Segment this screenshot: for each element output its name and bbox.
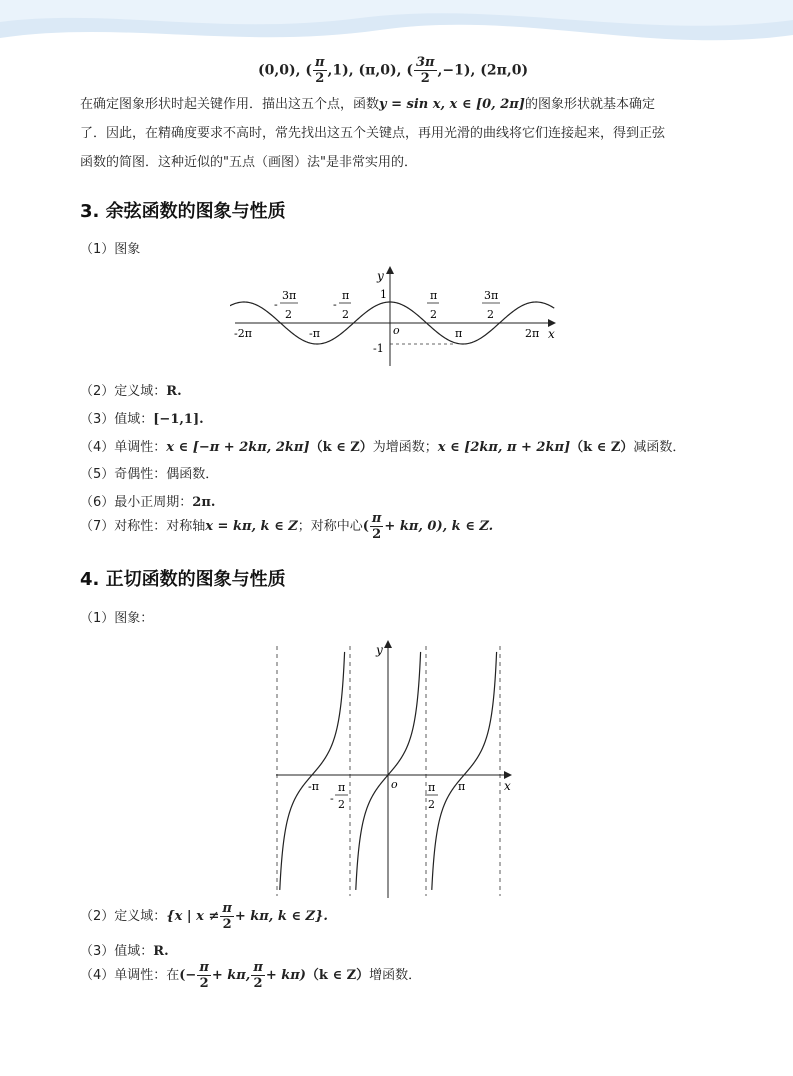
cos-x-arrow <box>548 319 556 327</box>
cos-graph-label: （1）图象 <box>80 242 141 257</box>
cos-neg-one-label: -1 <box>373 342 384 355</box>
tan-pi2-num: π <box>428 781 436 794</box>
cos-pi2-den: 2 <box>430 308 437 321</box>
cos-3pi2-den: 2 <box>487 308 494 321</box>
cos-neg-pi-label: -π <box>309 327 320 340</box>
tan-x-label: x <box>504 779 511 793</box>
cosine-graph <box>230 262 560 370</box>
tan-negpi2-num: π <box>338 781 346 794</box>
tan-branch-3 <box>432 652 497 890</box>
cos-pi-label: π <box>455 327 463 340</box>
tan-y-arrow <box>384 640 392 648</box>
cos-range-line: （3）值域：[−1,1]. <box>80 412 204 427</box>
cos-origin-label: o <box>393 324 400 337</box>
cos-negpi2-den: 2 <box>342 308 349 321</box>
cos-y-label: y <box>377 269 384 283</box>
cos-monotonicity-line: （4）单调性：x ∈ [−π + 2kπ, 2kπ]（k ∈ Z）为增函数；x ∈ [2kπ, π + 2kπ]（k ∈ Z）减函数． <box>80 440 686 455</box>
intro-line-2: 了．因此，在精确度要求不高时，常先找出这五个关键点，再用光滑的曲线将它们连接起来，得到正弦 <box>80 126 666 141</box>
intro-line-1: 在确定图象形状时起关键作用．描出这五个点，函数y = sin x, x ∈ [0, 2π]的图象形状就基本确定 <box>80 97 655 112</box>
tan-y-label: y <box>376 643 383 657</box>
intro-line-3: 函数的简图．这种近似的"五点（画图）法"是非常实用的． <box>80 155 417 170</box>
cos-parity-line: （5）奇偶性：偶函数． <box>80 467 219 482</box>
tan-domain-line: （2）定义域：{x | x ≠ $\frac{\pi}{2}$ + kπ, k ∈ Z}. <box>80 901 328 932</box>
cos-neg3pi2-num: 3π <box>282 289 297 302</box>
cos-3pi2-num: 3π <box>484 289 499 302</box>
cos-period-line: （6）最小正周期：2π. <box>80 495 216 510</box>
tan-x-arrow <box>504 771 512 779</box>
section-4-title: 4. 正切函数的图象与性质 <box>80 569 286 590</box>
cos-one-label: 1 <box>380 288 387 301</box>
header-wave-decoration <box>0 0 793 60</box>
cos-neg3pi2-den: 2 <box>285 308 292 321</box>
tan-pi2-den: 2 <box>428 798 435 811</box>
cos-neg3pi2-minus: - <box>274 298 278 311</box>
tan-range-line: （3）值域：R. <box>80 944 169 959</box>
cos-symmetry-line: （7）对称性：对称轴x = kπ, k ∈ Z；对称中心( $\frac{\pi}{2}$ + kπ, 0), k ∈ Z. <box>80 511 494 542</box>
tan-graph-label: （1）图象： <box>80 611 154 626</box>
cos-domain-line: （2）定义域：R. <box>80 384 182 399</box>
tan-pi-label: π <box>458 780 466 793</box>
cos-negpi2-minus: - <box>333 298 337 311</box>
cos-x-label: x <box>548 327 555 341</box>
cos-negpi2-num: π <box>342 289 350 302</box>
cos-y-arrow <box>386 266 394 274</box>
tan-origin-label: o <box>391 778 398 791</box>
tangent-graph <box>268 638 518 900</box>
tan-negpi2-den: 2 <box>338 798 345 811</box>
tan-monotonicity-line: （4）单调性：在(− $\frac{\pi}{2}$ + kπ, $\frac{\pi}{2}$ + kπ)（k ∈ Z）增函数． <box>80 960 422 991</box>
tan-branch-1 <box>280 652 345 890</box>
key-points-line: (0,0), ( $\frac{\pi}{2}$ ,1), (π,0), ( $\frac{3\pi}{2}$ ,−1), (2π,0) <box>258 55 529 86</box>
section-3-title: 3. 余弦函数的图象与性质 <box>80 201 286 222</box>
tan-neg-pi-label: -π <box>308 780 319 793</box>
tan-negpi2-minus: - <box>330 792 334 805</box>
cos-pi2-num: π <box>430 289 438 302</box>
cos-neg-2pi-label: -2π <box>234 327 252 340</box>
cos-2pi-label: 2π <box>525 327 540 340</box>
